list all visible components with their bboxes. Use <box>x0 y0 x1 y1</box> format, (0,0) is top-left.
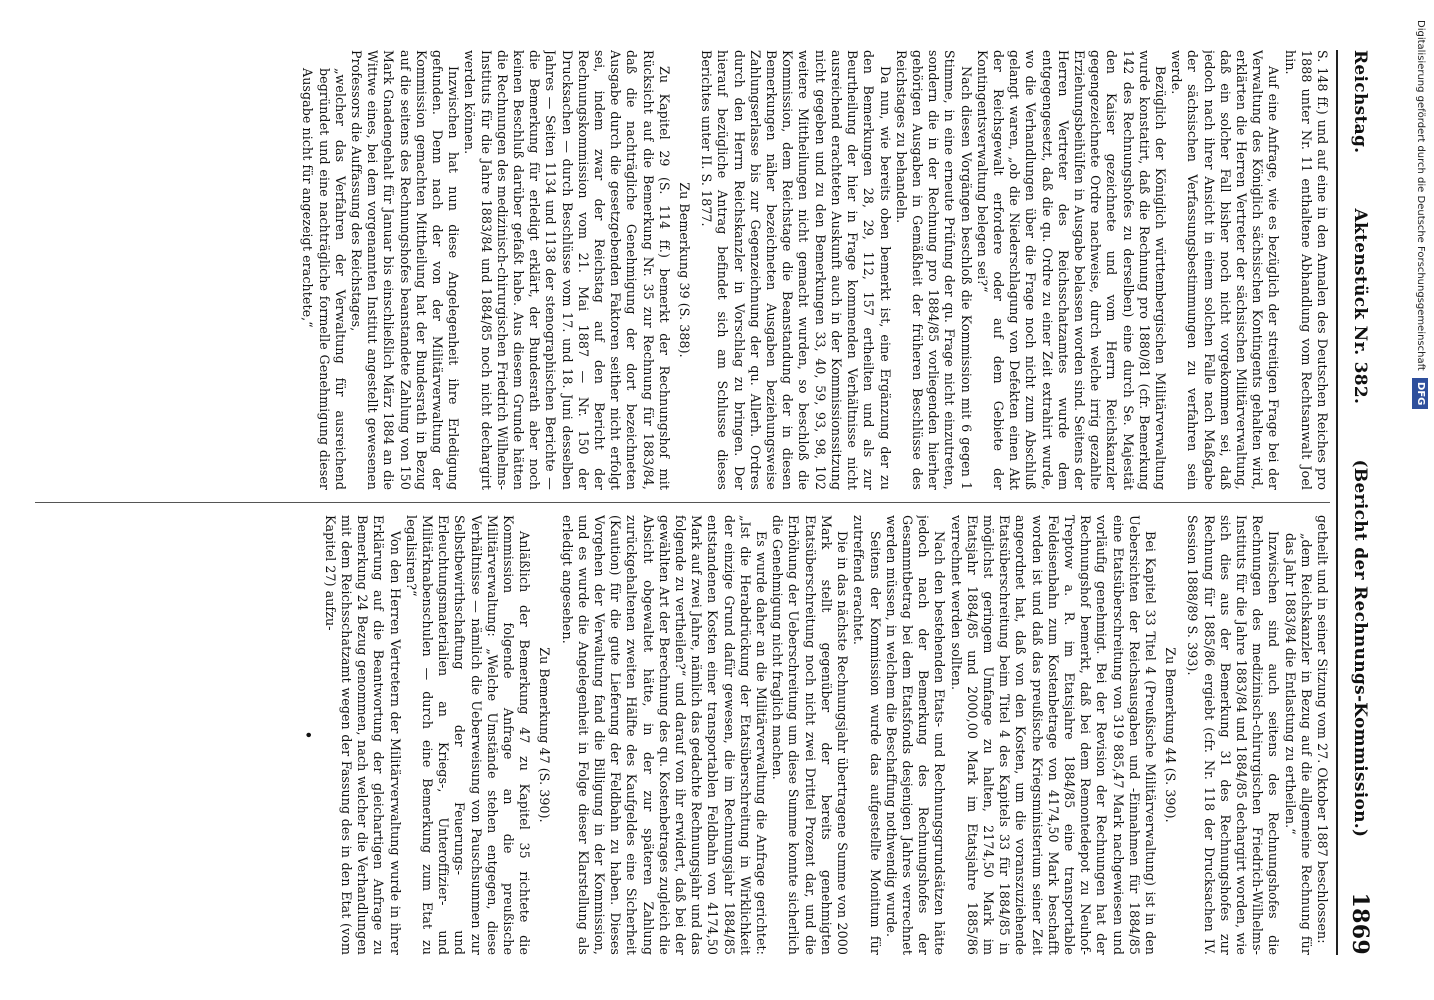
section-heading: Zu Bemerkung 47 (S. 390). <box>537 647 553 823</box>
header-left: Reichstag. <box>1350 50 1370 154</box>
paragraph: Von den Herren Vertretern der Militärverwaltung wurde in ihrer Erklärung auf die Beantwortung der gleichartigen Anfrage zu Bemerkung 24 Bezug genommen, nach welcher die Verhandlungen mit dem Reichsschatzamt wegen der Fassung des in den Etat (vom Kapitel 27) aufzu- <box>322 515 403 955</box>
digitization-credit: Digitalisierung gefördert durch die Deutsche Forschungsgemeinschaft <box>1415 20 1426 371</box>
paragraph: Es wurde daher an die Militärverwaltung die Anfrage gerichtet: „Ist die Herabdrückung der Etatsüberschreitung in Wirklichkeit der einzige Grund dafür gewesen, die im Rechnungsjahr 1884/85 entstandenen Kosten einer transportablen Feldbahn von 4174,50 Mark auf zwei Jahre, nämlich das gedachte Rechnungsjahr und das folgende zu vertheilen?“ und darauf von ihr erwidert, daß bei der gewählten Art der Berechnung des qu. Kostenbetrages zugleich die Absicht obgewaltet hätte, in der zur späteren Zahlung zurückgehaltenen zweiten Hälfte des Kaufgeldes eine Sicherheit (Kaution) für die gute Lieferung der Feldbahn zu haben. Dieses Vorgehen der Verwaltung fand die Billigung in der Kommission, und es wurde die Angelegenheit in Folge dieser Klarstellung als erledigt angesehen. <box>559 515 770 955</box>
page-number: 1869 <box>1347 892 1373 955</box>
paragraph: Bei Kapitel 33 Titel 4 (Preußische Militärverwaltung) ist in den Uebersichten der Reichsausgaben und -Einnahmen für 1884/85 eine Etatsüberschreitung von 319 885,47 Mark nachgewiesen und vorläufig genehmigt. Bei der Revision der Rechnungen hat der Rechnungshof bemerkt, daß bei dem Remontedepot zu Neuhof-Treptow a. R. im Etatsjahre 1884/85 eine transportable Feldeisenbahn zum Kostenbetrage von 4174,50 Mark beschafft worden ist und daß das preußische Kriegsministerium seiner Zeit angeordnet hat, daß von den Kosten, um die voranszuziehende Etatsüberschreitung beim Titel 4 des Kapitels 33 für 1884/85 in möglichst geringem Umfange zu halten, 2174,50 Mark im Etatsjahr 1884/85 und 2000,00 Mark im Etatsjahre 1885/86 verrechnet werden sollten. <box>948 515 1158 955</box>
paragraph: Inzwischen hat nun diese Angelegenheit ihre Erledigung gefunden. Denn nach der von der Militärverwaltung der Kommission gemachten Mittheilung hat der Bundesrath in Bezug auf die seitens des Rechnungshofes beanstandete Zahlung von 150 Mark Gnadengehalt für Januar bis einschließlich März 1884 an die Wittwe eines, bei dem vorgenannten Institut angestellt gewesenen Professors die Auffassung des Reichstages, <box>349 50 462 490</box>
paragraph: Da nun, wie bereits oben bemerkt ist, eine Ergänzung der zu den Bemerkungen 28, 29, 112, 157 ertheilten und als zur Beurtheilung der hier in Frage kommenden Verhältnisse nicht ausreichend erachteten Auskunft auch in der Kommissionssitzung nicht gegeben und zu den Bemerkungen 33, 40, 59, 93, 98, 102 weitere Mittheilungen nicht gemacht wurden, so beschloß die Kommission, dem Reichstage die Beanstandung der in diesen Bemerkungen näher bezeichneten Ausgaben beziehungsweise Zahlungserlasse bis zur Gegenzeichnung der qu. Allerh. Ordres durch den Herrn Reichskanzler in Vorschlag zu bringen. Der hierauf bezügliche Antrag befindet sich am Schlusse dieses Berichtes unter II. S. 1877. <box>699 50 893 490</box>
header-center: Aktenstück Nr. 382. <box>1350 208 1370 405</box>
paragraph: Nach den bestehenden Etats- und Rechnungsgrundsätzen hätte jedoch nach der Bemerkung des Rechnungshofes der Gesammtbetrag bei dem Etatsfonds desjenigen Jahres verrechnet werden müssen, in welchem die Beschaffung nothwendig wurde. <box>883 515 948 955</box>
paragraph: S. 148 ff.) und auf eine in den Annalen des Deutschen Reiches pro 1888 unter Nr. 11 enthaltene Abhandlung vom Rechtsanwalt Joel hin. <box>1282 50 1330 490</box>
column-end-mark: • <box>300 730 316 740</box>
paragraph: Seitens der Kommission wurde das aufgestellte Monitum für zutreffend erachtet. <box>851 515 883 955</box>
section-heading: Zu Bemerkung 44 (S. 390). <box>1163 647 1179 823</box>
paragraph: Inzwischen sind auch seitens des Rechnungshofes die Rechnungen des medizinisch-chirurgischen Friedrich-Wilhelms-Instituts für die Jahre 1883/84 und 1884/85 dechargirt worden, wie sich dies aus der Bemerkung 31 des Rechnungshofes zur Rechnung für 1885/86 ergiebt (cfr. Nr. 118 der Drucksachen IV. Session 1888/89 S. 393). <box>1185 515 1282 955</box>
paragraph: Bezüglich der Königlich württembergischen Militärverwaltung wurde konstatirt, daß die Rechnung pro 1880/81 (cfr. Bemerkung 142 des Rechnungshofes zu derselben) eine durch Se. Majestät den Kaiser gezeichnete und vom Herrn Reichskanzler gegengezeichnete Ordre nachweise, durch welche irrig gezahlte Erziehungsbeihülfen in Ausgabe belassen worden sind. Seitens der Herren Vertreter des Reichsschatzamtes wurde dem entgegengesetzt, daß die qu. Ordre zu einer Zeit extrahirt wurde, wo die Verhandlungen über die Frage noch nicht zum Abschluß gelangt waren, „ob die Niederschlagung von Defekten einen Akt der Reichsgewalt erfordere oder auf dem Gebiete der Kontingentsverwaltung belegen sei?“ <box>974 50 1168 490</box>
quoted-passage: „dem Reichskanzler in Bezug auf die allgemeine Rechnung für das Jahr 1883/84 die Entlastung zu ertheilen.“ <box>1282 533 1314 955</box>
header-rule <box>1336 50 1338 955</box>
paragraph: Anläßlich der Bemerkung 47 zu Kapitel 35 richtete die Kommission folgende Anfrage an die preußische Militärverwaltung: „Welche Umstände stehen entgegen, diese Verhältnisse — nämlich die Ueberweisung von Pauschsummen zur Selbstbewirthschaftung der Feuerungs- und Erleuchtungsmaterialien an Kriegs-, Unteroffizier- und Militärknabenschulen — durch eine Bemerkung zum Etat zu legalisiren?“ <box>403 515 533 955</box>
left-column <box>35 50 1330 490</box>
section-heading: Zu Bemerkung 39 (S. 388). <box>677 182 693 358</box>
paragraph: getheilt und in seiner Sitzung vom 27. Oktober 1887 beschlossen: <box>1315 515 1330 944</box>
running-header <box>1340 50 1380 955</box>
right-column <box>35 515 1330 955</box>
page-body <box>20 50 1380 955</box>
header-right: (Bericht der Rechnungs-Kommission.) <box>1350 459 1370 838</box>
column-divider <box>35 502 1330 503</box>
paragraph: Die in das nächste Rechnungsjahr übertragene Summe von 2000 Mark stellt gegenüber der bereits genehmigten Etatsüberschreitung noch nicht zwei Drittel Prozent dar, und die Erhöhung der Ueberschreitung um diese Summe konnte sicherlich die Genehmigung nicht fraglich machen. <box>770 515 851 955</box>
paragraph: Auf eine Anfrage, wie es bezüglich der streitigen Frage bei der Verwaltung des Königlich sächsischen Kontingents gehalten wird, erklärten die Herren Vertreter der sächsischen Militärverwaltung, daß ein solcher Fall bisher noch nicht vorgekommen sei, daß jedoch nach ihrer Ansicht in einem solchen Falle nach Maßgabe der sächsischen Verfassungsbestimmungen zu verfahren sein werde. <box>1169 50 1282 490</box>
quoted-passage: „welcher das Verfahren der Verwaltung für ausreichend begründet und eine nachträgliche formelle Genehmigung dieser Ausgabe nicht für angezeigt erachtete,“ <box>300 68 348 490</box>
paragraph: Zu Kapitel 29 (S. 114 ff.) bemerkt der Rechnungshof mit Rücksicht auf die Bemerkung Nr. 35 zur Rechnung für 1883/84, daß die nachträgliche Genehmigung der dort bezeichneten Ausgabe durch die gesetzgebenden Faktoren seither nicht erfolgt sei, indem zwar der Reichstag auf den Bericht der Rechnungskommission vom 21. Mai 1887 — Nr. 150 der Drucksachen — durch Beschlüsse vom 17. und 18. Juni desselben Jahres — Seiten 1134 und 1138 der stenographischen Berichte — die Bemerkung für erledigt erklärt, der Bundesrath aber noch keinen Beschluß darüber gefaßt habe. Aus diesem Grunde hätten die Rechnungen des medizinisch-chirurgischen Friedrich Wilhelms-Instituts für die Jahre 1883/84 und 1884/85 noch nicht dechargirt werden können. <box>462 50 672 490</box>
dfg-logo: DFG <box>1412 378 1428 409</box>
paragraph: Nach diesen Vorgängen beschloß die Kommission mit 6 gegen 1 Stimme, in eine erneute Prüfung der qu. Frage nicht einzutreten, sondern die in der Rechnung pro 1884/85 vorliegenden hierher gehörigen Ausgaben in Gemäßheit der früheren Beschlüsse des Reichstages zu behandeln. <box>893 50 974 490</box>
digitization-note <box>1412 20 1428 980</box>
